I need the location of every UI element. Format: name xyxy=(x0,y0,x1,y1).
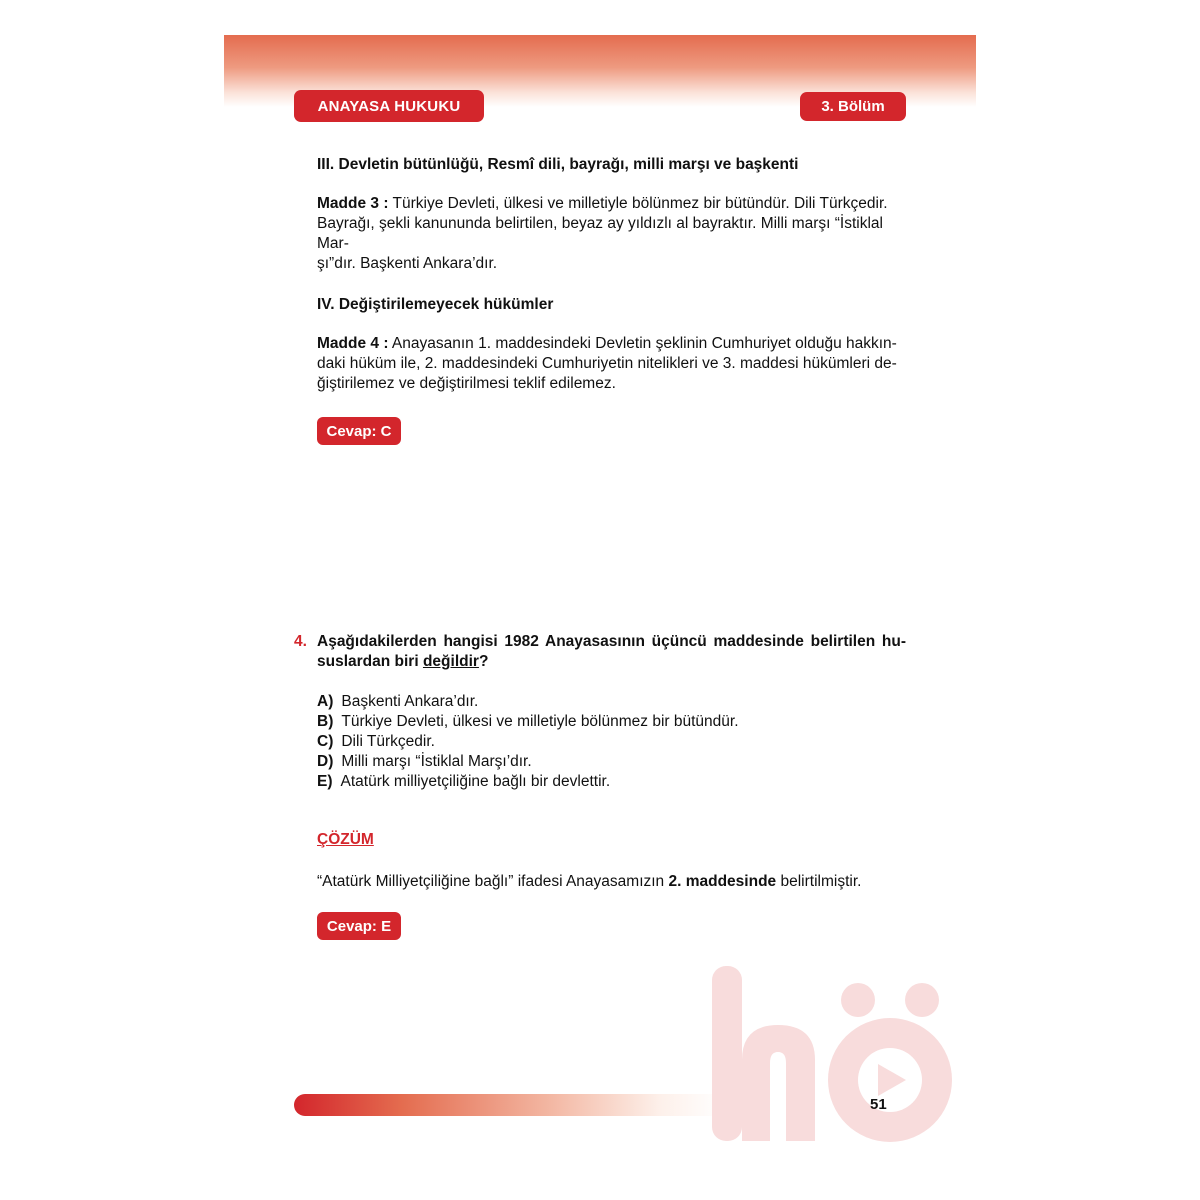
madde3-line-1: Türkiye Devleti, ülkesi ve milletiyle bölünmez bir bütündür. Dili Türkçedir. xyxy=(388,195,888,212)
option-letter: A) xyxy=(317,693,334,710)
answer-badge-c: Cevap: C xyxy=(317,417,401,445)
option-d xyxy=(317,752,739,772)
option-text: Atatürk milliyetçiliğine bağlı bir devlettir. xyxy=(340,773,611,790)
madde3-paragraph xyxy=(317,194,907,274)
option-text: Milli marşı “İstiklal Marşı’dır. xyxy=(341,753,532,770)
madde4-line-1: Anayasanın 1. maddesindeki Devletin şeklinin Cumhuriyet olduğu hakkın- xyxy=(388,335,897,352)
option-text: Başkenti Ankara’dır. xyxy=(341,693,479,710)
option-letter: E) xyxy=(317,773,333,790)
question-number: 4. xyxy=(294,633,307,650)
madde3-label: Madde 3 : xyxy=(317,195,389,212)
option-e xyxy=(317,772,739,792)
option-text: Dili Türkçedir. xyxy=(341,733,435,750)
section3-heading: III. Devletin bütünlüğü, Resmî dili, bayrağı, milli marşı ve başkenti xyxy=(317,156,799,173)
solution-text-part2: belirtilmiştir. xyxy=(776,873,862,890)
madde4-line-3: ğiştirilemez ve değiştirilmesi teklif edilemez. xyxy=(317,375,616,392)
logo-h-arch xyxy=(742,1025,815,1141)
solution-heading: ÇÖZÜM xyxy=(317,831,374,848)
solution-text-bold: 2. maddesinde xyxy=(668,873,777,890)
option-letter: B) xyxy=(317,713,334,730)
madde3-line-3: şı”dır. Başkenti Ankara’dır. xyxy=(317,255,498,272)
option-a xyxy=(317,692,739,712)
options-list xyxy=(317,692,739,792)
madde3-line-2: Bayrağı, şekli kanununda belirtilen, beyaz ay yıldızlı al bayraktır. Milli marşı “İstiklal Mar- xyxy=(317,215,883,252)
question-text-emphasis: değildir xyxy=(422,653,479,670)
chapter-badge: 3. Bölüm xyxy=(800,92,906,121)
madde4-line-2: daki hüküm ile, 2. maddesindeki Cumhuriyetin nitelikleri ve 3. maddesi hükümleri de- xyxy=(317,355,897,372)
option-c xyxy=(317,732,739,752)
publisher-logo xyxy=(700,960,960,1145)
option-b xyxy=(317,712,739,732)
logo-umlaut-left xyxy=(841,983,875,1017)
option-letter: D) xyxy=(317,753,334,770)
answer-badge-e: Cevap: E xyxy=(317,912,401,940)
footer-bar xyxy=(294,1094,724,1116)
solution-text-part1: “Atatürk Milliyetçiliğine bağlı” ifadesi Anayasamızın xyxy=(317,873,669,890)
logo-umlaut-right xyxy=(905,983,939,1017)
logo-h-stem xyxy=(712,966,742,1141)
subject-badge: ANAYASA HUKUKU xyxy=(294,90,484,122)
madde4-paragraph xyxy=(317,334,907,394)
page-number: 51 xyxy=(870,1096,887,1113)
question-text-part2: ? xyxy=(478,653,489,670)
solution-text xyxy=(317,872,861,892)
section4-heading: IV. Değiştirilemeyecek hükümler xyxy=(317,296,554,313)
option-text: Türkiye Devleti, ülkesi ve milletiyle bölünmez bir bütündür. xyxy=(341,713,739,730)
question-text-part1: Aşağıdakilerden hangisi 1982 Anayasasının üçüncü maddesinde belirtilen hu-suslardan biri xyxy=(317,633,906,670)
question-text xyxy=(317,632,906,672)
madde4-label: Madde 4 : xyxy=(317,335,389,352)
option-letter: C) xyxy=(317,733,334,750)
